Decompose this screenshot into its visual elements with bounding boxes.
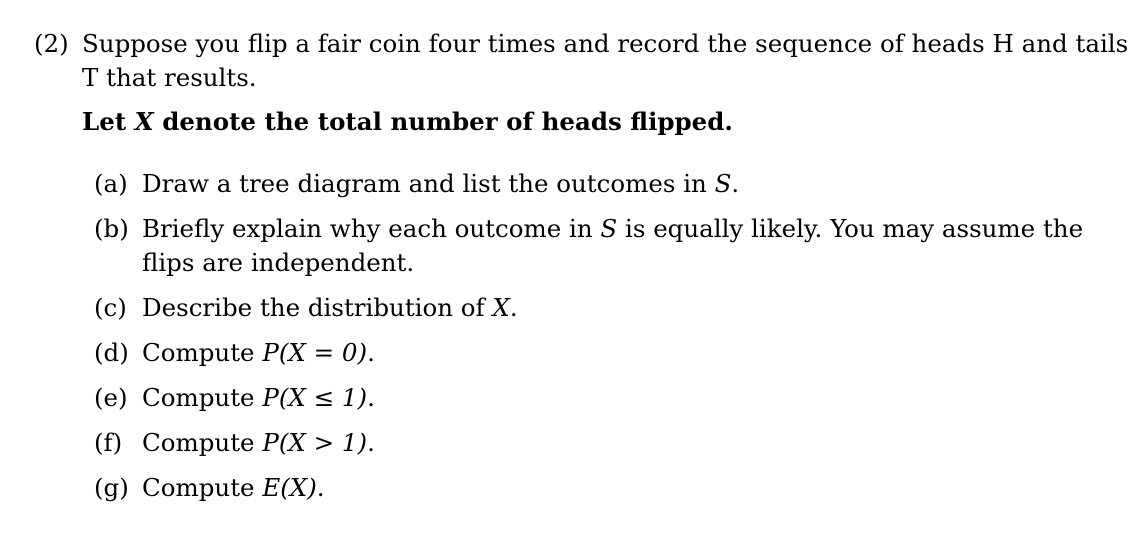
part-math: P(X ≤ 1) — [262, 383, 368, 412]
part-math: P(X > 1) — [262, 428, 368, 457]
part-text-pre: Briefly explain why each outcome in — [142, 214, 601, 243]
parts-list — [94, 167, 1134, 505]
part-text-post: is equally likely. You may assume the flips are independent. — [142, 214, 1084, 277]
part-text-post: . — [367, 428, 375, 457]
part-text-pre: Compute — [142, 428, 263, 457]
part-math: S — [714, 169, 732, 198]
part-c — [94, 291, 1134, 325]
part-label: (d) — [94, 338, 129, 367]
part-math: X — [492, 293, 510, 322]
part-b — [94, 212, 1134, 280]
part-text-post: . — [731, 169, 740, 198]
part-e — [94, 381, 1134, 415]
part-label: (a) — [94, 169, 128, 198]
part-text — [142, 426, 1134, 460]
part-text-post: . — [367, 383, 375, 412]
part-text-pre: Describe the distribution of — [142, 293, 493, 322]
definition-prefix: Let — [82, 107, 135, 136]
part-text-post: . — [316, 473, 325, 502]
part-d — [94, 336, 1134, 370]
problem-intro: Suppose you flip a fair coin four times and record the sequence of heads H and tails T that results. — [82, 29, 1129, 92]
definition-variable: X — [134, 107, 154, 136]
part-label: (e) — [94, 383, 128, 412]
part-math: P(X = 0) — [262, 338, 368, 367]
part-math: E(X) — [262, 473, 317, 502]
problem-header — [34, 27, 1134, 516]
part-a — [94, 167, 1134, 201]
part-text — [142, 167, 1134, 201]
part-label: (g) — [94, 473, 129, 502]
part-math: S — [600, 214, 618, 243]
problem-body — [82, 27, 1134, 516]
part-text-pre: Draw a tree diagram and list the outcomes in — [142, 169, 715, 198]
part-g — [94, 471, 1134, 505]
part-text-post: . — [509, 293, 518, 322]
part-text-pre: Compute — [142, 383, 263, 412]
part-f — [94, 426, 1134, 460]
part-label: (f) — [94, 428, 123, 457]
definition-suffix: denote the total number of heads flipped. — [153, 107, 733, 136]
part-text-pre: Compute — [142, 338, 263, 367]
problem-2 — [34, 27, 1134, 516]
part-text — [142, 381, 1134, 415]
part-label: (b) — [94, 214, 129, 243]
part-text — [142, 291, 1134, 325]
problem-number: (2) — [34, 29, 69, 58]
part-text-post: . — [367, 338, 375, 367]
part-text — [142, 212, 1134, 280]
part-text-pre: Compute — [142, 473, 263, 502]
random-variable-definition — [82, 105, 1134, 139]
part-text — [142, 471, 1134, 505]
part-text — [142, 336, 1134, 370]
part-label: (c) — [94, 293, 127, 322]
